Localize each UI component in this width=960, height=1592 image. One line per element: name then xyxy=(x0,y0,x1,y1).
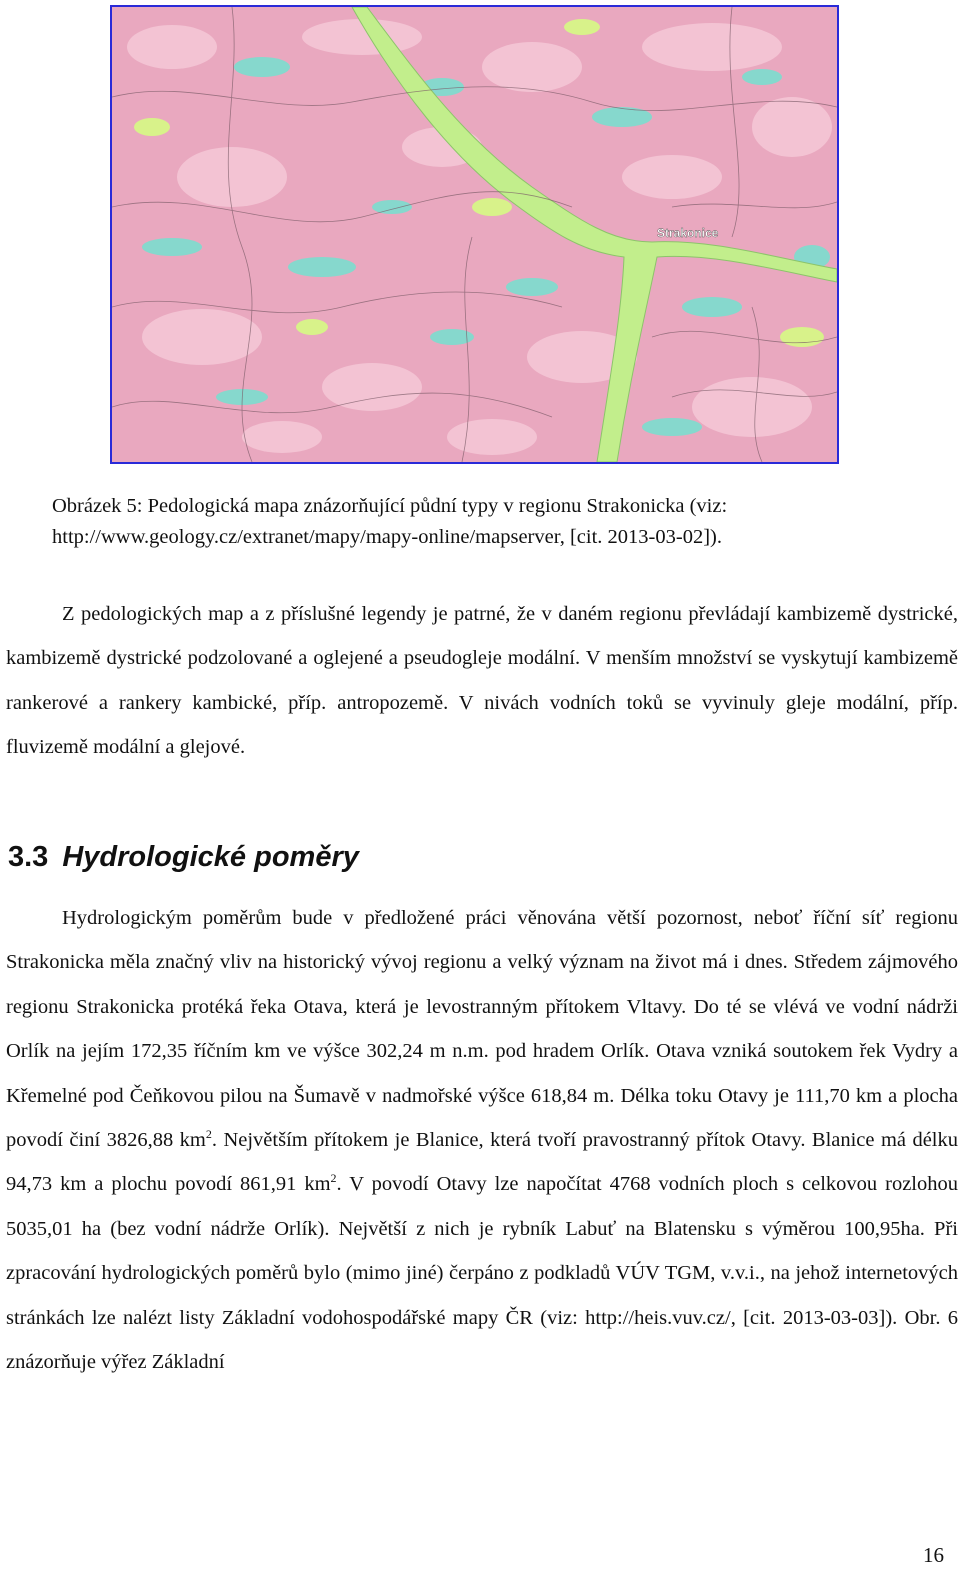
caption-line-1: Obrázek 5: Pedologická mapa znázorňující půdní typy v regionu Strakonicka (viz: xyxy=(52,495,728,517)
superscript-1: 2 xyxy=(205,1127,212,1142)
paragraph-hydrology-part2: . Největším přítokem je Blanice, která tvoří pravostranný přítok Otavy. Blanice má délku 94,73 km a plochu povodí 861,91 km xyxy=(6,1129,959,1196)
section-heading xyxy=(8,841,359,874)
section-number: 3.3 xyxy=(8,841,49,873)
paragraph-soils-text: Z pedologických map a z příslušné legendy je patrné, že v daném regionu převládají kambizemě dystrické, kambizemě dystrické podzolované a oglejené a pseudogleje modální. V menším množství se vyskytují kambizemě rankerové a rankery kambické, příp. antropozemě. V nivách vodních toků se vyvinuly gleje modální, příp. fluvizemě modální a glejové. xyxy=(6,603,958,759)
section-title: Hydrologické poměry xyxy=(62,841,359,873)
paragraph-hydrology xyxy=(6,896,958,1384)
paragraph-soils xyxy=(6,592,958,770)
paragraph-hydrology-part3: . V povodí Otavy lze napočítat 4768 vodních ploch s celkovou rozlohou 5035,01 ha (bez vodní nádrže Orlík). Největší z nich je rybník Labuť na Blatensku s výměrou 100,95ha. Při zpracování hydrologických poměrů bylo (mimo jiné) čerpáno z podkladů VÚV TGM, v.v.i., na jehož internetových stránkách lze nalézt listy Základní vodohospodářské mapy ČR (viz: http://heis.vuv.cz/, [cit. 2013-03-03]). Obr. 6 znázorňuje výřez Základní xyxy=(6,1173,958,1374)
superscript-2: 2 xyxy=(330,1171,337,1186)
figure-caption xyxy=(52,491,932,553)
page-number: 16 xyxy=(923,1543,944,1567)
caption-line-2: http://www.geology.cz/extranet/mapy/mapy-online/mapserver, [cit. 2013-03-02]). xyxy=(52,526,722,548)
soil-map-figure xyxy=(110,5,839,464)
paragraph-hydrology-part1: Hydrologickým poměrům bude v předložené práci věnována větší pozornost, neboť říční síť regionu Strakonicka měla značný vliv na historický vývoj regionu a velký význam na život má i dnes. Středem zájmového regionu Strakonicka protéká řeka Otava, která je levostranným přítokem Vltavy. Do té se vlévá ve vodní nádrži Orlík na jejím 172,35 říčním km ve výšce 302,24 m n.m. pod hradem Orlík. Otava vzniká soutokem řek Vydry a Křemelné pod Čeňkovou pilou na Šumavě v nadmořské výšce 618,84 m. Délka toku Otavy je 111,70 km a plocha povodí činí 3826,88 km xyxy=(6,907,958,1152)
soil-map-image xyxy=(112,7,837,462)
map-town-label: Strakonice xyxy=(657,226,719,240)
